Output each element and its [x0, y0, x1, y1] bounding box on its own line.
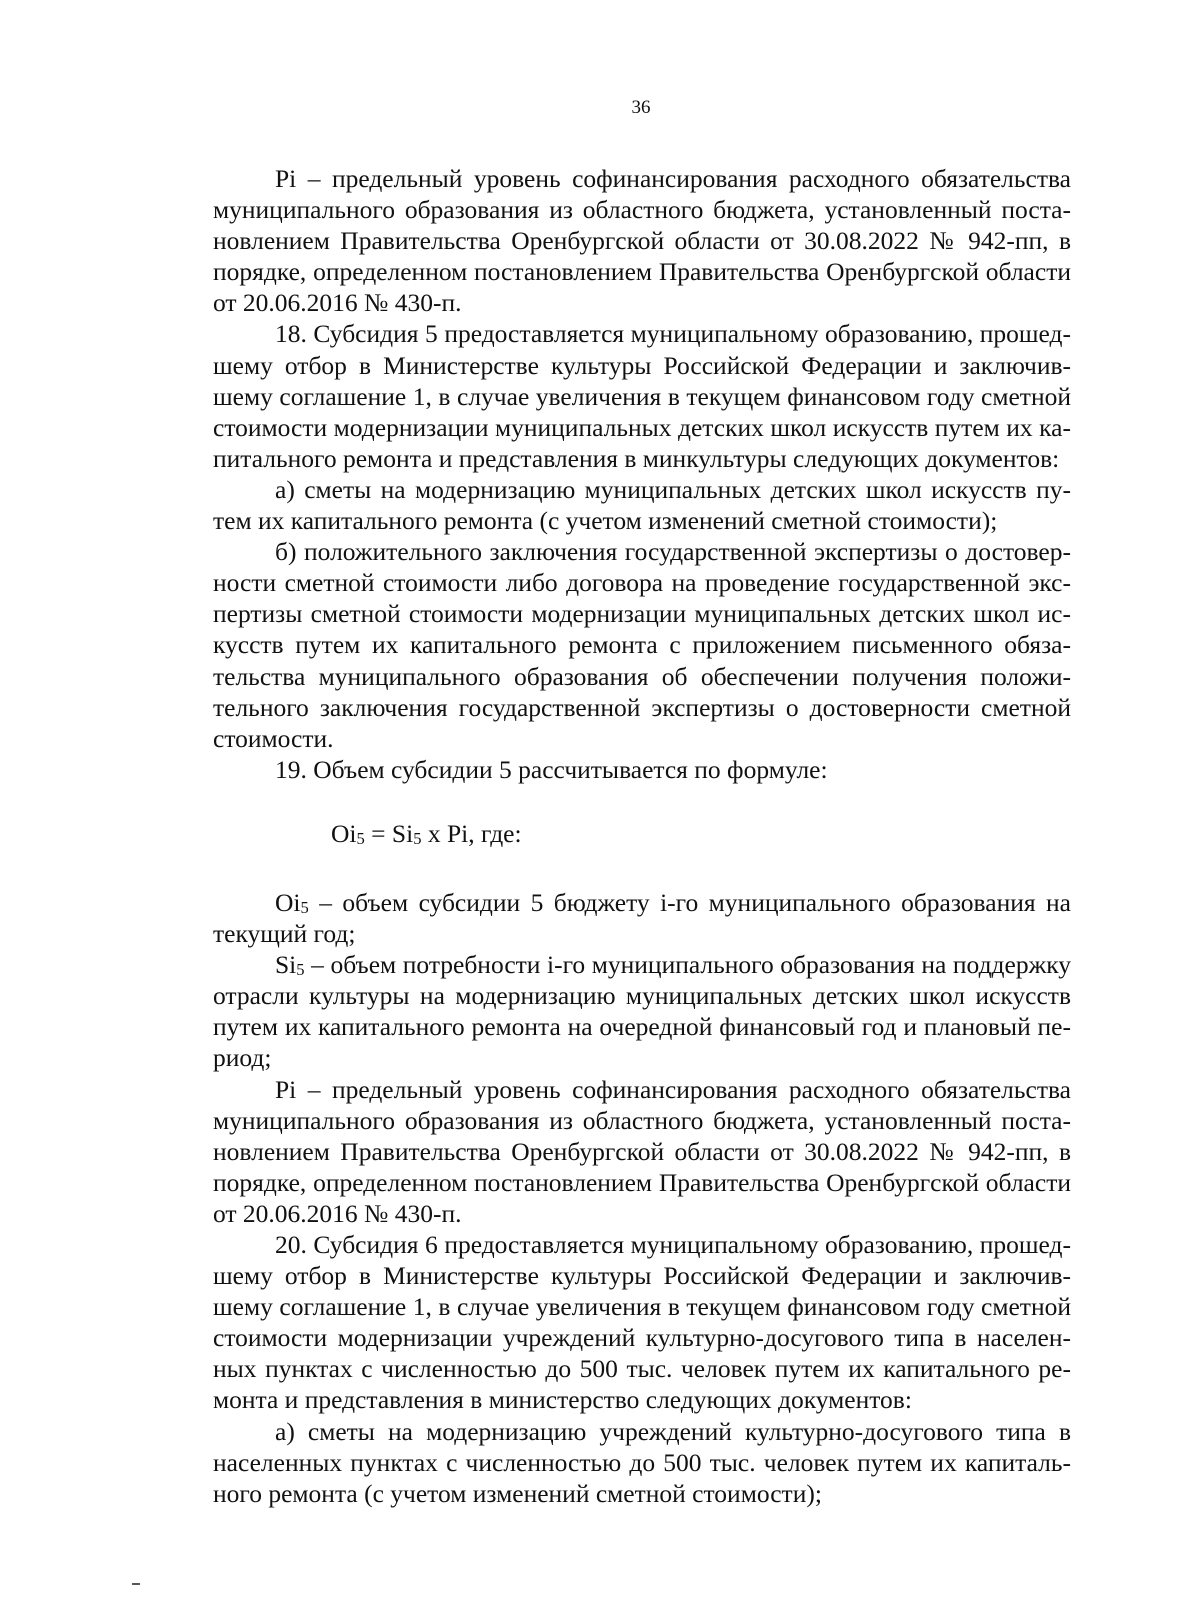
scan-artifact [132, 1583, 140, 1585]
formula [213, 818, 1071, 849]
page-number: 36 [631, 97, 651, 118]
paragraph-18-b: б) положительного заключения государственной экспертизы о достоверности сметной стоимости либо договора на проведение государственной экспертизы сметной стоимости модернизации муниципальных детских школ искусств путем их капитального ремонта с приложением письменного обязательства муниципального образования об обеспечении получения положительного заключения государственной экспертизы о достоверности сметной стоимости. [213, 537, 1071, 753]
si-symbol: Si [275, 950, 297, 980]
document-body [213, 163, 1071, 1509]
formula-s-sub: 5 [413, 828, 422, 848]
paragraph-20: 20. Субсидия 6 предоставляется муниципальному образованию, прошедшему отбор в Министерстве культуры Российской Федерации и заключившему соглашение 1, в случае увеличения в текущем финансовом году сметной стоимости модернизации учреждений культурно-досугового типа в населенных пунктах с численностью до 500 тыс. человек путем их капитального ремонта и представления в министерство следующих документов: [213, 1230, 1071, 1415]
paragraph-20-a: а) сметы на модернизацию учреждений культурно-досугового типа в населенных пунктах с численностью до 500 тыс. человек путем их капитального ремонта (с учетом изменений сметной стоимости); [213, 1416, 1071, 1508]
formula-equals: = [364, 818, 392, 848]
oi-symbol: Oi [275, 887, 301, 917]
paragraph-pi-definition-2: Pi – предельный уровень софинансирования расходного обязательства муниципального образования из областного бюджета, установленный постановлением Правительства Оренбургской области от 30.08.2022 № 942-пп, в порядке, определенном постановлением Правительства Оренбургской области от 20.06.2016 № 430-п. [213, 1074, 1071, 1228]
si-definition-text: – объем потребности i-го муниципального образования на поддержку отрасли культуры на модернизацию муниципальных детских школ искусств путем их капитального ремонта на очередной финансовый год и плановый период; [213, 950, 1071, 1073]
formula-rest: x Pi, где: [421, 818, 522, 848]
oi-definition-text: – объем субсидии 5 бюджету i-го муниципального образования на текущий год; [213, 887, 1071, 949]
paragraph-18: 18. Субсидия 5 предоставляется муниципальному образованию, прошедшему отбор в Министерстве культуры Российской Федерации и заключившему соглашение 1, в случае увеличения в текущем финансовом году сметной стоимости модернизации муниципальных детских школ искусств путем их капитального ремонта и представления в минкультуры следующих документов: [213, 319, 1071, 473]
oi-symbol-sub: 5 [300, 897, 309, 917]
paragraph-si-definition [213, 949, 1071, 1073]
paragraph-19: 19. Объем субсидии 5 рассчитывается по формуле: [275, 754, 828, 784]
paragraph-pi-definition-1: Pi – предельный уровень софинансирования расходного обязательства муниципального образования из областного бюджета, установленный постановлением Правительства Оренбургской области от 30.08.2022 № 942-пп, в порядке, определенном постановлением Правительства Оренбургской области от 20.06.2016 № 430-п. [213, 164, 1071, 318]
formula-lhs: Oi [331, 818, 357, 848]
si-symbol-sub: 5 [296, 960, 305, 980]
formula-lhs-sub: 5 [356, 828, 365, 848]
paragraph-18-a: а) сметы на модернизацию муниципальных детских школ искусств путем их капитального ремонта (с учетом изменений сметной стоимости); [213, 474, 1071, 536]
paragraph-oi-definition [213, 887, 1071, 949]
formula-s: Si [391, 818, 414, 848]
